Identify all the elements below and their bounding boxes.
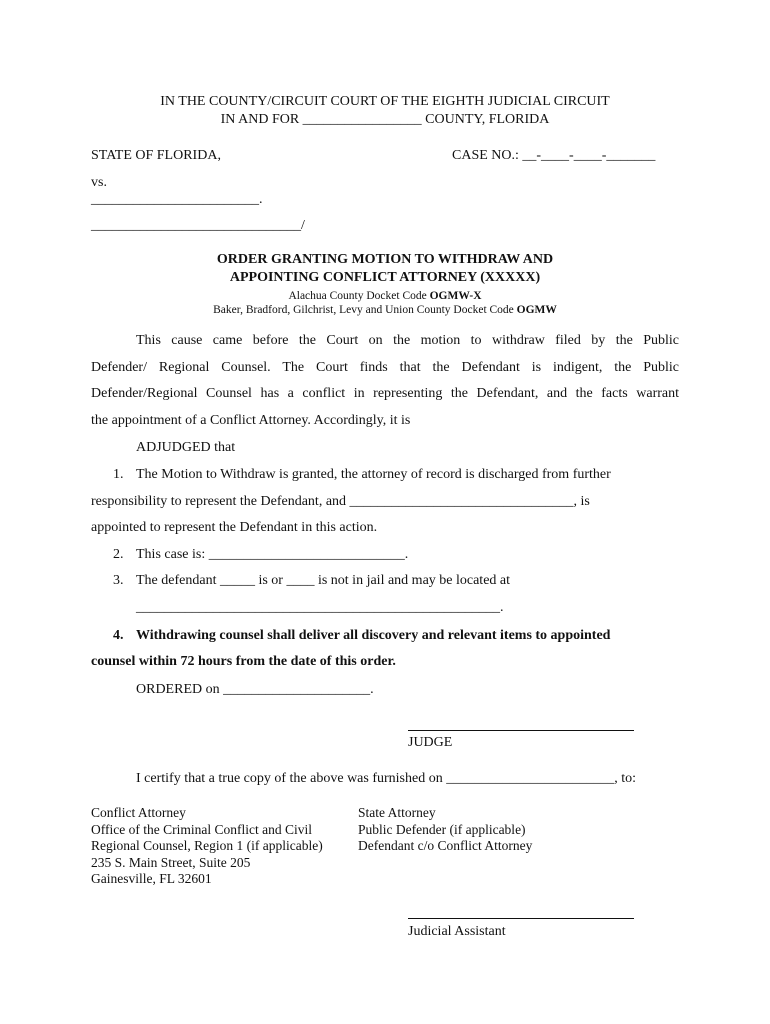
distribution-right: [358, 805, 532, 855]
plaintiff-name: STATE OF FLORIDA,: [91, 148, 221, 163]
item-number: 4.: [113, 628, 124, 643]
item-text: responsibility to represent the Defendant, and ________________________________, is: [91, 494, 590, 509]
court-heading-line1: IN THE COUNTY/CIRCUIT COURT OF THE EIGHTH JUDICIAL CIRCUIT: [160, 94, 610, 109]
paragraph-line: Defender/Regional Counsel has a conflict in representing the Defendant, and the facts warrant: [91, 386, 679, 401]
adjudged-heading: ADJUDGED that: [136, 440, 236, 455]
address-line: State Attorney: [358, 805, 436, 820]
case-number: CASE NO.: __-____-____-_______: [452, 148, 656, 163]
item-text: Withdrawing counsel shall deliver all discovery and relevant items to appointed: [136, 628, 611, 643]
item-number: 3.: [113, 573, 124, 588]
certification-statement: I certify that a true copy of the above was furnished on ________________________, to:: [136, 771, 637, 786]
judicial-assistant-label: Judicial Assistant: [408, 924, 506, 939]
item-text: counsel within 72 hours from the date of this order.: [91, 654, 396, 669]
item-text: This case is: ____________________________.: [136, 547, 409, 562]
docket-code-prefix: Baker, Bradford, Gilchrist, Levy and Union County Docket Code: [213, 304, 517, 316]
item-text: ____________________________________________________.: [136, 600, 504, 615]
item-text: appointed to represent the Defendant in this action.: [91, 520, 378, 535]
docket-code-alachua: [0, 289, 770, 303]
item-number: 1.: [113, 467, 124, 482]
defendant-name-line: ________________________.: [91, 192, 263, 207]
item-text: The defendant _____ is or ____ is not in jail and may be located at: [136, 573, 511, 588]
address-line: Office of the Criminal Conflict and Civil: [91, 821, 312, 837]
item-text: The Motion to Withdraw is granted, the attorney of record is discharged from further: [136, 467, 611, 482]
docket-code-prefix: Alachua County Docket Code: [288, 290, 430, 302]
versus-label: vs.: [91, 175, 107, 190]
address-line: Public Defender (if applicable): [358, 821, 526, 837]
paragraph-line: This cause came before the Court on the motion to withdraw filed by the Public: [136, 333, 679, 348]
court-heading-line2: IN AND FOR _________________ COUNTY, FLORIDA: [220, 112, 550, 127]
assistant-signature-line: [408, 918, 634, 919]
address-line: Regional Counsel, Region 1 (if applicable): [91, 838, 323, 853]
item-number: 2.: [113, 547, 124, 562]
caption-closing-line: ______________________________/: [91, 218, 305, 233]
address-line: 235 S. Main Street, Suite 205: [91, 854, 251, 870]
order-title-line2: APPOINTING CONFLICT ATTORNEY (XXXXX): [229, 270, 541, 285]
ordered-date-line: ORDERED on _____________________.: [136, 682, 374, 697]
address-line: Conflict Attorney: [91, 805, 186, 820]
order-title-line1: ORDER GRANTING MOTION TO WITHDRAW AND: [216, 252, 554, 267]
address-line: Gainesville, FL 32601: [91, 871, 212, 886]
paragraph-line: Defender/ Regional Counsel. The Court finds that the Defendant is indigent, the Public: [91, 360, 679, 375]
distribution-left: [91, 805, 323, 888]
judge-signature-line: [408, 730, 634, 731]
docket-code-value: OGMW: [516, 304, 557, 316]
docket-code-other-counties: [0, 303, 770, 317]
address-line: Defendant c/o Conflict Attorney: [358, 838, 533, 853]
judge-label: JUDGE: [408, 735, 453, 750]
paragraph-line: the appointment of a Conflict Attorney. Accordingly, it is: [91, 413, 411, 428]
docket-code-value: OGMW-X: [429, 290, 482, 302]
